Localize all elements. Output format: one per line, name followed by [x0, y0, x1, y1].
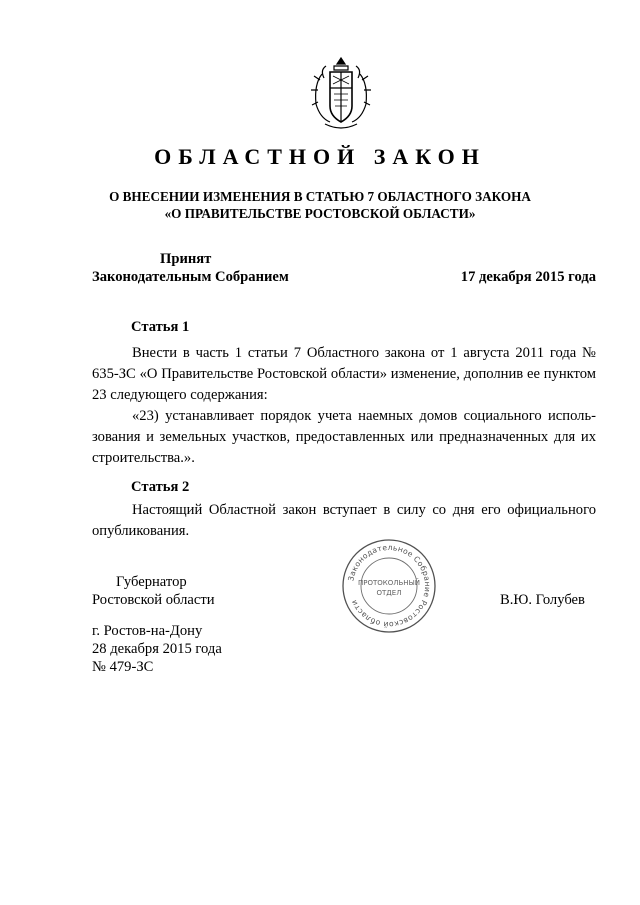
stamp-center-line1: ПРОТОКОЛЬНЫЙ: [357, 579, 421, 587]
article2-heading: Статья 2: [131, 479, 190, 495]
stamp-center-line2: ОТДЕЛ: [376, 589, 402, 597]
article1-paragraph1: Внести в часть 1 статьи 7 Областного закона от 1 августа 2011 года № 635-ЗС «О Правительстве Ростовской области» изменение, дополнив ее пунктом 23 следующего содержания:: [92, 345, 596, 403]
adoption-date: 17 декабря 2015 года: [460, 269, 596, 285]
article1-heading: Статья 1: [131, 319, 190, 335]
round-stamp-icon: [341, 538, 437, 634]
article1-paragraph2: «23) устанавливает порядок учета наемных домов социального использования и земельных участков, предоставленных или предназначенных для их строительства.».: [92, 408, 596, 466]
rostov-oblast-coat-of-arms-icon: [300, 54, 382, 136]
signer-position-line1: Губернатор: [116, 574, 187, 590]
signing-city: г. Ростов-на-Дону: [92, 623, 203, 639]
article2-paragraph1: Настоящий Областной закон вступает в силу со дня его официального опубликования.: [92, 502, 596, 539]
stamp-ring-text: Законодательное Собрание Ростовской области: [346, 542, 433, 630]
law-subtitle: [0, 188, 640, 222]
law-subtitle-line1: О ВНЕСЕНИИ ИЗМЕНЕНИЯ В СТАТЬЮ 7 ОБЛАСТНОГО ЗАКОНА: [109, 189, 531, 204]
law-number: № 479-ЗС: [92, 659, 154, 675]
signer-name: В.Ю. Голубев: [500, 592, 585, 608]
signing-date: 28 декабря 2015 года: [92, 641, 222, 657]
adoption-label: Принят: [160, 251, 212, 267]
law-title: ОБЛАСТНОЙ ЗАКОН: [154, 144, 486, 169]
adoption-body: Законодательным Собранием: [92, 269, 289, 285]
law-subtitle-line2: «О ПРАВИТЕЛЬСТВЕ РОСТОВСКОЙ ОБЛАСТИ»: [164, 206, 476, 221]
signer-position-line2: Ростовской области: [92, 592, 215, 608]
